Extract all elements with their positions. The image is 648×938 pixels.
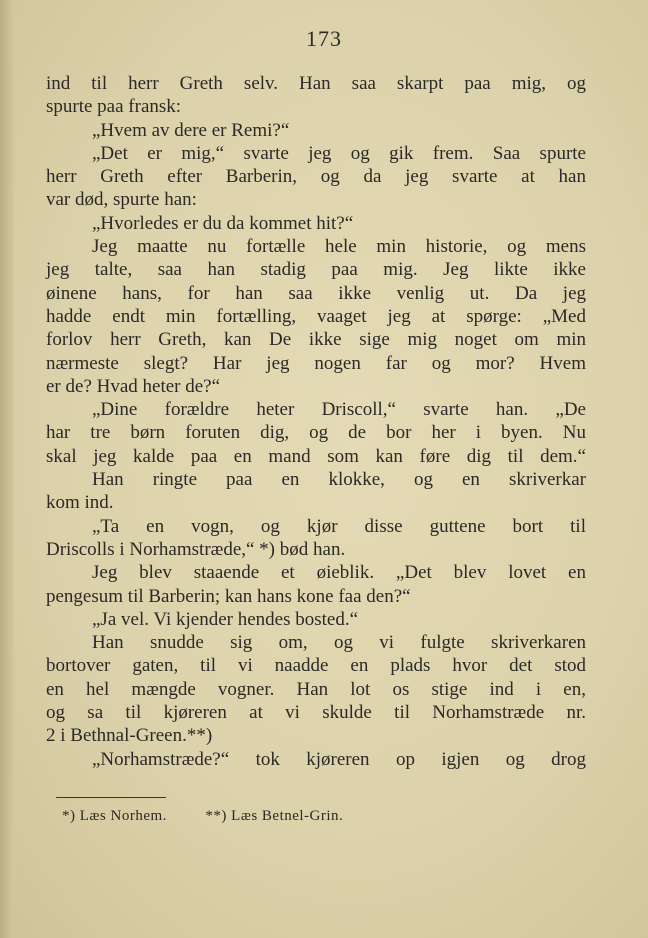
text-line: Driscolls i Norhamstræde,“ *) bød han. xyxy=(46,538,346,560)
text-line: Jeg maatte nu fortælle hele min historie, og mens xyxy=(92,236,586,258)
text-line: bortover gaten, til vi naadde en plads hvor det stod xyxy=(46,655,586,677)
footnote-separator xyxy=(56,797,166,798)
page-number: 173 xyxy=(306,26,342,51)
text-line: „Dine forældre heter Driscoll,“ svarte han. „De xyxy=(92,399,586,421)
text-line: var død, spurte han: xyxy=(46,189,197,211)
text-line: kom ind. xyxy=(46,492,114,514)
text-line: „Norhamstræde?“ tok kjøreren op igjen og drog xyxy=(92,748,586,770)
text-line: „Ja vel. Vi kjender hendes bosted.“ xyxy=(92,608,359,630)
text-line: har tre børn foruten dig, og de bor her i byen. Nu xyxy=(46,422,586,444)
text-line: ind til herr Greth selv. Han saa skarpt paa mig, og xyxy=(46,73,586,94)
text-line: 2 i Bethnal-Green.**) xyxy=(46,725,213,747)
text-line: hadde endt min fortælling, vaaget jeg at spørge: „Med xyxy=(46,305,586,327)
text-line: Jeg blev staaende et øieblik. „Det blev lovet en xyxy=(92,562,586,584)
text-line: „Hvorledes er du da kommet hit?“ xyxy=(92,212,354,234)
text-line: og sa til kjøreren at vi skulde til Norhamstræde nr. xyxy=(46,702,586,724)
text-line: „Hvem av dere er Remi?“ xyxy=(92,119,290,141)
footnote-2: **) Læs Betnel-Grin. xyxy=(205,808,344,824)
text-line: jeg talte, saa han stadig paa mig. Jeg likte ikke xyxy=(46,259,586,281)
page-gutter xyxy=(0,0,14,938)
text-line: Han ringte paa en klokke, og en skriverkar xyxy=(92,469,586,491)
text-line: en hel mængde vogner. Han lot os stige ind i en, xyxy=(46,678,586,700)
text-line: nærmeste slegt? Har jeg nogen far og mor? Hvem xyxy=(46,352,586,374)
text-line: Han snudde sig om, og vi fulgte skriverkaren xyxy=(92,632,586,654)
body-text xyxy=(46,72,586,771)
footnote-1: *) Læs Norhem. xyxy=(62,808,167,824)
text-line: „Ta en vogn, og kjør disse guttene bort til xyxy=(92,515,586,537)
text-line: øinene hans, for han saa ikke venlig ut. Da jeg xyxy=(46,282,586,304)
footnotes xyxy=(62,808,582,825)
text-line: „Det er mig,“ svarte jeg og gik frem. Saa spurte xyxy=(92,142,586,164)
text-line: forlov herr Greth, kan De ikke sige mig noget om min xyxy=(46,329,586,351)
text-line: pengesum til Barberin; kan hans kone faa den?“ xyxy=(46,585,411,607)
text-line: herr Greth efter Barberin, og da jeg svarte at han xyxy=(46,166,586,188)
text-line: spurte paa fransk: xyxy=(46,96,182,118)
text-line: er de? Hvad heter de?“ xyxy=(46,375,221,397)
text-line: skal jeg kalde paa en mand som kan føre dig til dem.“ xyxy=(46,445,586,467)
